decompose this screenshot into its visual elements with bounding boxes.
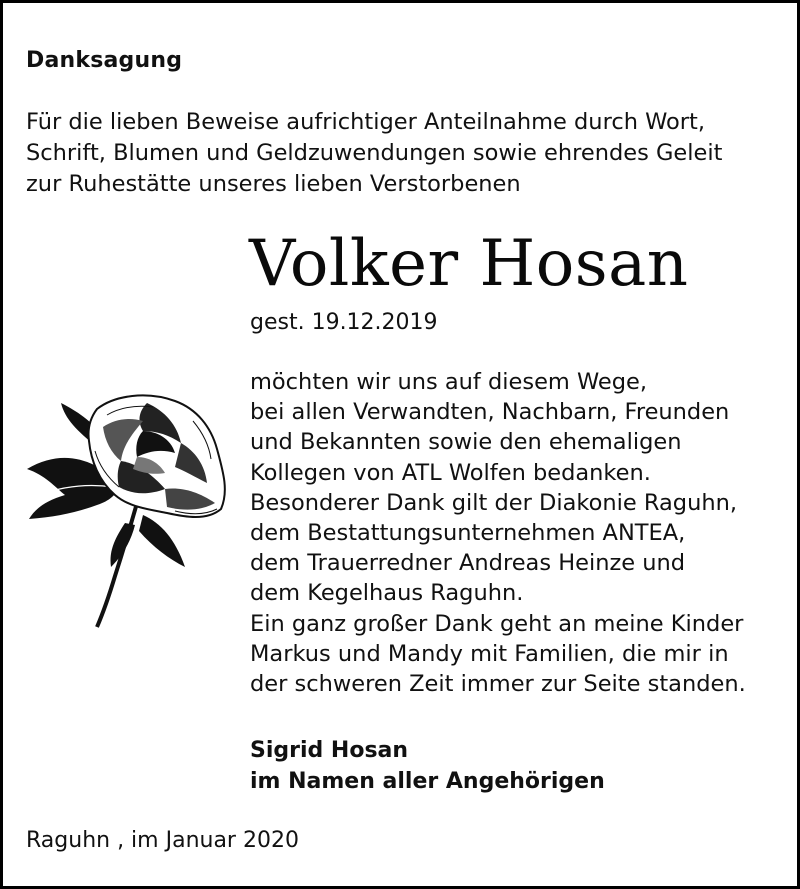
thanks-line: Markus und Mandy mit Familien, die mir in bbox=[250, 640, 729, 667]
thanks-line: Ein ganz großer Dank geht an meine Kinder bbox=[250, 610, 744, 637]
place-date: Raguhn , im Januar 2020 bbox=[26, 828, 299, 853]
intro-line: zur Ruhestätte unseres lieben Verstorbenen bbox=[26, 171, 521, 197]
thanks-line: dem Trauerredner Andreas Heinze und bbox=[250, 550, 686, 577]
thanks-line: möchten wir uns auf diesem Wege, bbox=[250, 369, 648, 395]
thanks-line: bei allen Verwandten, Nachbarn, Freunden bbox=[250, 399, 730, 426]
thanks-line: und Bekannten sowie den ehemaligen bbox=[250, 429, 682, 456]
signature-name: Sigrid Hosan bbox=[250, 738, 409, 763]
intro-line: Schrift, Blumen und Geldzuwendungen sowie ehrendes Geleit bbox=[26, 140, 723, 166]
intro-line: Für die lieben Beweise aufrichtiger Anteilnahme durch Wort, bbox=[26, 109, 706, 135]
rose-icon bbox=[25, 391, 237, 631]
signature-subtitle: im Namen aller Angehörigen bbox=[250, 768, 605, 794]
thanks-line: Besonderer Dank gilt der Diakonie Raguhn, bbox=[250, 489, 738, 516]
thanks-text bbox=[250, 367, 790, 699]
thanks-line: dem Bestattungsunternehmen ANTEA, bbox=[250, 520, 686, 547]
notice-heading: Danksagung bbox=[26, 48, 183, 73]
deceased-name: Volker Hosan bbox=[249, 227, 689, 301]
thanks-line: der schweren Zeit immer zur Seite standen. bbox=[250, 671, 746, 698]
thanks-line: dem Kegelhaus Raguhn. bbox=[250, 580, 524, 607]
intro-text bbox=[26, 107, 786, 200]
thanks-line: Kollegen von ATL Wolfen bedanken. bbox=[250, 459, 651, 486]
signature-block bbox=[250, 736, 605, 797]
death-date: gest. 19.12.2019 bbox=[250, 310, 438, 335]
